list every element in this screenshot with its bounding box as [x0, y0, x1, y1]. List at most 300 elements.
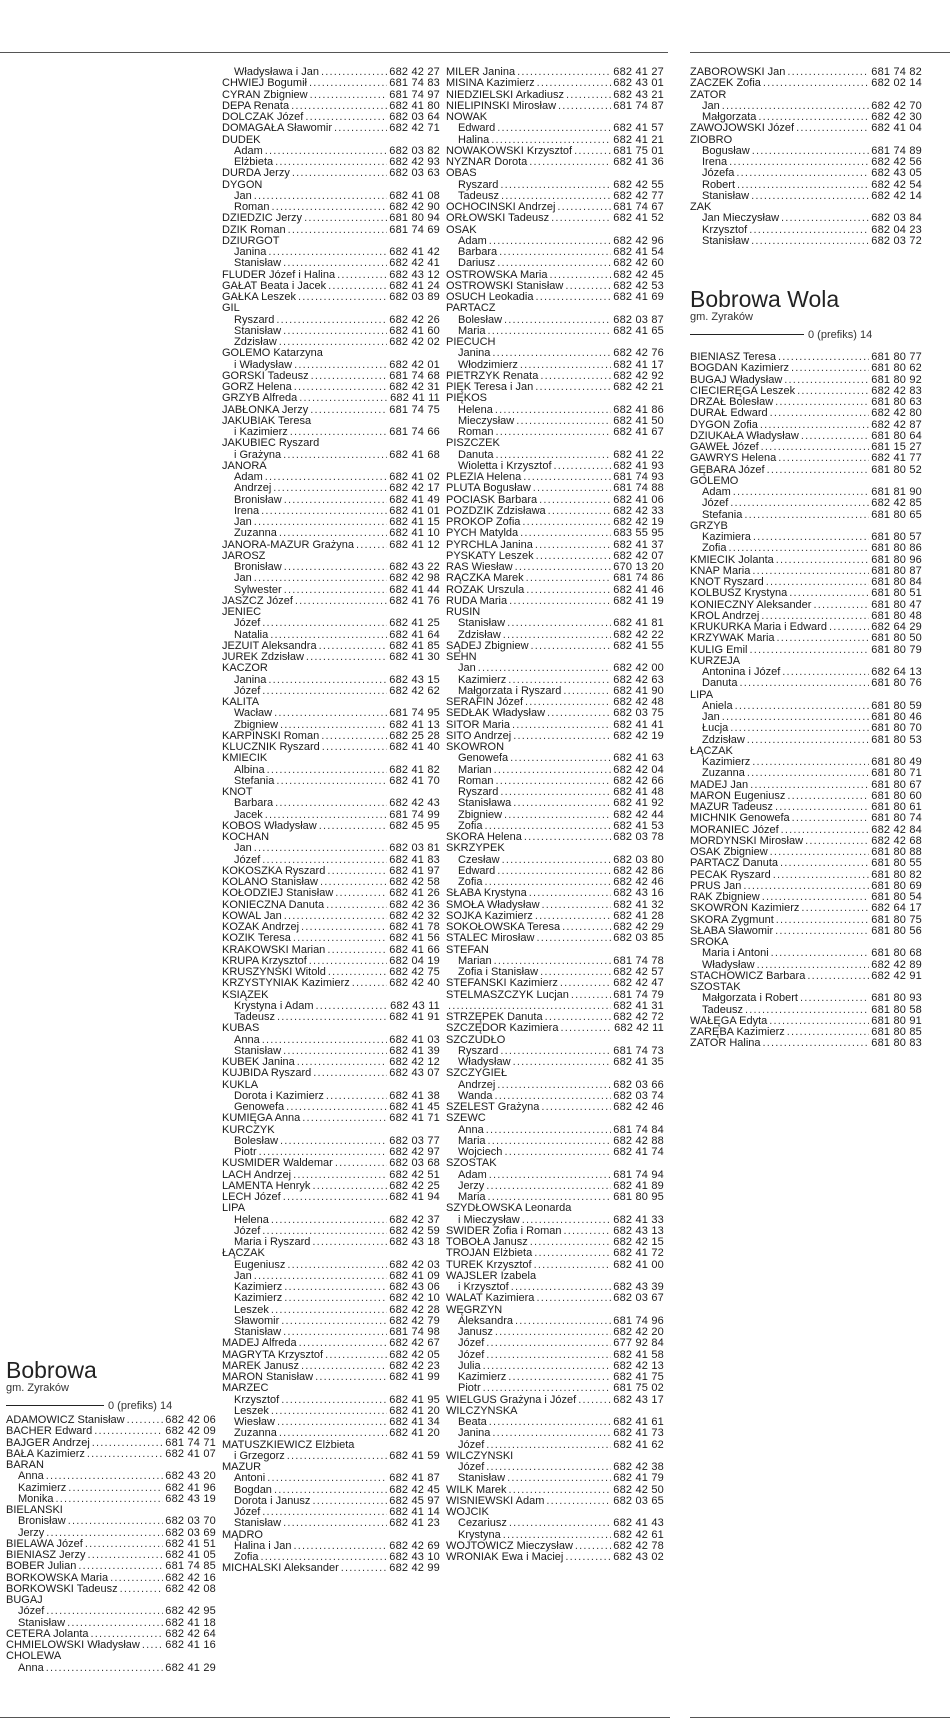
leader-dots	[574, 146, 611, 157]
entry-name: Zdzisław	[234, 337, 277, 348]
entry-name: Stanisław	[234, 325, 282, 337]
directory-heading	[446, 393, 664, 404]
column-4-top	[690, 67, 922, 247]
directory-entry	[222, 1496, 440, 1507]
directory-entry	[690, 915, 922, 926]
directory-entry	[690, 498, 922, 509]
entry-name: Jerzy	[18, 1527, 45, 1539]
entry-name: GÓRSKI Tadeusz	[222, 370, 309, 382]
entry-name: Anna	[18, 1471, 44, 1483]
entry-name: MADEJ Alfreda	[222, 1338, 297, 1350]
directory-heading	[222, 1383, 440, 1394]
leader-dots	[529, 888, 612, 899]
leader-dots	[578, 1395, 611, 1406]
entry-phone: 681 74 97	[389, 89, 440, 101]
entry-name: MAREK Janusz	[222, 1360, 300, 1372]
section-prefix	[690, 328, 920, 341]
entry-phone: 682 42 14	[871, 190, 922, 202]
directory-entry	[690, 926, 922, 937]
leader-dots	[730, 498, 869, 509]
entry-phone: 682 03 80	[613, 854, 664, 866]
entry-name: PYRCHLA Janina	[446, 539, 533, 551]
entry-phone: 682 41 60	[389, 325, 440, 337]
entry-phone: 682 42 44	[613, 809, 664, 821]
entry-name: Tadeusz	[702, 1004, 743, 1016]
leader-dots	[502, 855, 612, 866]
directory-entry	[446, 236, 664, 247]
entry-phone: 682 41 38	[389, 1090, 440, 1102]
entry-name: LECH Józef	[222, 1192, 281, 1203]
directory-entry	[6, 1415, 216, 1426]
leader-dots	[120, 1584, 164, 1595]
leader-dots	[448, 1001, 611, 1012]
leader-dots	[546, 1496, 611, 1507]
directory-entry	[222, 1237, 440, 1248]
directory-entry	[446, 1338, 664, 1349]
entry-name: GOLEMO	[690, 475, 739, 487]
directory-entry	[446, 427, 664, 438]
entry-phone: 682 41 92	[613, 798, 664, 810]
directory-entry	[690, 112, 922, 123]
leader-dots	[536, 551, 612, 562]
directory-entry	[6, 1663, 216, 1674]
entry-name: Ryszard	[234, 314, 275, 326]
entry-phone: 682 03 81	[389, 843, 440, 855]
entry-name: KNAP Maria	[690, 565, 751, 577]
entry-name: Janina	[234, 674, 267, 686]
entry-phone: 681 80 48	[871, 610, 922, 622]
entry-name: Jan	[234, 1270, 252, 1282]
entry-name: MICHALSKI Aleksander	[222, 1563, 339, 1575]
entry-name: Edward	[458, 123, 496, 135]
leader-dots	[526, 585, 611, 596]
entry-phone: 682 43 07	[389, 1068, 440, 1080]
entry-name: NIELIPIŃSKI Mirosław	[446, 100, 557, 112]
entry-phone: 681 80 82	[871, 869, 922, 881]
entry-phone: 682 41 83	[389, 854, 440, 866]
directory-entry	[446, 821, 664, 832]
leader-dots	[268, 247, 387, 258]
entry-name: DZIEDZIC Jerzy	[222, 213, 303, 225]
entry-phone: 681 80 93	[871, 993, 922, 1005]
leader-dots	[791, 363, 869, 374]
directory-entry	[690, 971, 922, 982]
leader-dots	[575, 1541, 611, 1552]
entry-phone: 682 41 03	[389, 1034, 440, 1046]
entry-name: KOBOS Władysław	[222, 820, 317, 832]
entry-phone: 682 45 95	[389, 820, 440, 832]
directory-entry	[446, 866, 664, 877]
entry-name: i Grażyna	[234, 449, 282, 461]
entry-phone: 681 74 69	[389, 224, 440, 236]
directory-entry	[446, 697, 664, 708]
entry-name: KRZYWAK Maria	[690, 633, 775, 645]
entry-name: WIŚNIEWSKI Adam	[446, 1495, 545, 1507]
leader-dots	[297, 1057, 387, 1068]
leader-dots	[55, 1494, 163, 1505]
bottom-rule-right	[690, 1717, 950, 1718]
entry-name: DZIUKAŁA Władysław	[690, 430, 799, 442]
leader-dots	[484, 821, 611, 832]
entry-name: MARZEC	[222, 1383, 269, 1395]
entry-phone: 682 42 09	[165, 1426, 216, 1438]
entry-phone: 681 80 75	[871, 914, 922, 926]
directory-entry	[446, 551, 664, 562]
entry-name: TROJAN Elżbieta	[446, 1248, 533, 1260]
entry-phone: 681 80 50	[871, 633, 922, 645]
entry-phone: 681 74 84	[613, 1124, 664, 1136]
entry-name: SZCZĘDOR Kazimiera	[446, 1023, 559, 1035]
section-bobrowa	[6, 1358, 216, 1412]
entry-name: Dorota i Janusz	[234, 1495, 311, 1507]
directory-entry	[446, 1248, 664, 1259]
entry-name: KACZOR	[222, 663, 268, 675]
leader-dots	[91, 1629, 164, 1640]
directory-entry	[690, 836, 922, 847]
entry-phone: 682 43 12	[389, 269, 440, 281]
entry-name: SKÓRA Helena	[446, 832, 522, 843]
entry-name: KOLBUSZ Krystyna	[690, 588, 788, 600]
entry-name: PIECUCH	[446, 337, 496, 348]
prefix-label: 0 (prefiks) 14	[108, 1399, 173, 1412]
entry-name: ADAMOWICZ Stanisław	[6, 1415, 125, 1426]
entry-phone: 682 03 66	[613, 1079, 664, 1091]
leader-dots	[276, 776, 387, 787]
directory-entry	[6, 1618, 216, 1629]
directory-entry	[6, 1438, 216, 1449]
leader-dots	[743, 881, 869, 892]
directory-entry	[690, 948, 922, 959]
entry-name: BOBER Julian	[6, 1561, 77, 1573]
entry-name: Stefania	[234, 775, 275, 787]
directory-entry	[690, 487, 922, 498]
entry-phone: 682 42 99	[389, 1563, 440, 1575]
leader-dots	[301, 922, 387, 933]
entry-phone: 682 42 47	[613, 978, 664, 990]
entry-name: Zuzanna	[234, 1428, 277, 1440]
entry-phone: 682 42 89	[871, 959, 922, 971]
entry-name: MAGRYTA Krzysztof	[222, 1349, 324, 1361]
entry-name: Ryszard	[458, 1045, 499, 1057]
directory-entry	[222, 213, 440, 224]
leader-dots	[560, 978, 611, 989]
directory-heading	[222, 1080, 440, 1091]
leader-dots	[749, 225, 869, 236]
entry-name: DZIURGOT	[222, 235, 280, 247]
entry-name: WÓJTOWICZ Mieczysław	[446, 1540, 573, 1552]
directory-entry	[446, 360, 664, 371]
directory-entry	[690, 723, 922, 734]
directory-entry	[446, 641, 664, 652]
entry-name: Zbigniew	[458, 809, 503, 821]
directory-entry	[446, 123, 664, 134]
entry-name: GRZYB Alfreda	[222, 393, 298, 405]
entry-phone: 682 41 10	[389, 528, 440, 540]
leader-dots	[284, 562, 388, 573]
entry-name: Andrzej	[234, 483, 272, 495]
directory-entry	[222, 596, 440, 607]
leader-dots	[757, 960, 870, 971]
entry-name: SROKA	[690, 937, 729, 948]
leader-dots	[530, 1237, 612, 1248]
entry-name: Tadeusz	[458, 190, 499, 202]
leader-dots	[320, 877, 387, 888]
entry-phone: 682 42 27	[389, 67, 440, 78]
leader-dots	[273, 483, 387, 494]
directory-entry	[222, 945, 440, 956]
entry-phone: 682 43 22	[389, 562, 440, 573]
entry-phone: 682 42 69	[389, 1540, 440, 1552]
directory-entry	[222, 202, 440, 213]
entry-name: WILCZYŃSKA	[446, 1405, 518, 1417]
entry-phone: 682 42 64	[165, 1628, 216, 1640]
entry-phone: 682 42 23	[389, 1360, 440, 1372]
directory-entry	[222, 1012, 440, 1023]
leader-dots	[483, 1361, 612, 1372]
entry-phone: 682 03 87	[613, 314, 664, 326]
leader-dots	[545, 1012, 612, 1023]
entry-name: OBAS	[446, 168, 477, 180]
directory-heading	[446, 1158, 664, 1169]
entry-name: Ryszard	[458, 179, 499, 191]
entry-phone: 682 42 53	[613, 280, 664, 292]
leader-dots	[767, 465, 870, 476]
entry-name: Mieczysław	[458, 415, 515, 427]
entry-name: Małgorzata i Ryszard	[458, 685, 562, 697]
entry-name: SKOWRON Kazimierz	[690, 903, 800, 915]
leader-dots	[733, 487, 870, 498]
entry-phone: 681 75 02	[613, 1383, 664, 1395]
directory-entry	[690, 386, 922, 397]
directory-entry	[222, 78, 440, 89]
entry-phone: 682 42 07	[613, 550, 664, 562]
directory-entry	[690, 813, 922, 824]
entry-name: KUMIĘGA Anna	[222, 1113, 301, 1125]
entry-phone: 682 42 40	[389, 978, 440, 990]
entry-phone: 682 41 46	[613, 584, 664, 596]
entry-phone: 682 41 91	[389, 1012, 440, 1023]
directory-entry	[446, 146, 664, 157]
leader-dots	[796, 123, 869, 134]
entry-phone: 682 41 11	[390, 393, 440, 405]
entry-phone: 682 03 65	[613, 1495, 664, 1507]
entry-name: Janusz	[458, 1327, 493, 1338]
entry-name: Maria i Ryszard	[234, 1237, 311, 1248]
leader-dots	[283, 326, 387, 337]
leader-dots	[541, 1102, 611, 1113]
entry-name: DRZAŁ Bolesław	[690, 397, 774, 408]
entry-name: Edward	[458, 865, 496, 877]
entry-name: ZARĘBA Kazimierz	[690, 1027, 785, 1038]
leader-dots	[736, 168, 869, 179]
entry-phone: 682 41 12	[389, 539, 440, 551]
directory-entry	[222, 1406, 440, 1417]
entry-phone: 682 41 35	[613, 1057, 664, 1068]
entry-name: KRZYSTYNIAK Kazimierz	[222, 978, 350, 990]
entry-phone: 682 42 62	[389, 685, 440, 697]
directory-entry	[222, 1395, 440, 1406]
leader-dots	[286, 1102, 387, 1113]
leader-dots	[782, 667, 869, 678]
leader-dots	[777, 633, 870, 644]
entry-name: Tadeusz	[234, 1012, 275, 1023]
leader-dots	[280, 720, 387, 731]
entry-name: BIELAWA Józef	[6, 1538, 83, 1550]
entry-name: SEHN	[446, 652, 477, 663]
entry-phone: 682 42 45	[613, 269, 664, 281]
directory-heading	[446, 1271, 664, 1282]
leader-dots	[321, 731, 387, 742]
entry-phone: 681 74 75	[389, 404, 440, 416]
directory-heading	[690, 982, 922, 993]
directory-entry	[222, 765, 440, 776]
entry-name: Stanisława	[458, 798, 512, 810]
directory-entry	[690, 712, 922, 723]
entry-name: Sławomir	[234, 1315, 280, 1327]
entry-phone: 682 42 31	[389, 382, 440, 393]
entry-name: Jan	[234, 517, 252, 528]
directory-heading	[222, 787, 440, 798]
entry-name: Wioletta i Krzysztof	[458, 460, 552, 472]
leader-dots	[326, 1091, 387, 1102]
directory-entry	[446, 258, 664, 269]
directory-heading	[446, 607, 664, 618]
leader-dots	[267, 765, 388, 776]
directory-entry	[222, 1485, 440, 1496]
leader-dots	[265, 472, 388, 483]
entry-name: BACHER Edward	[6, 1426, 93, 1438]
directory-entry	[222, 798, 440, 809]
entry-name: KURCZYK	[222, 1124, 275, 1136]
directory-entry	[690, 555, 922, 566]
directory-entry	[446, 157, 664, 168]
entry-phone: 682 41 73	[613, 1428, 664, 1440]
leader-dots	[299, 1338, 388, 1349]
leader-dots	[287, 1260, 387, 1271]
leader-dots	[271, 202, 387, 213]
leader-dots	[769, 1016, 869, 1027]
directory-entry	[446, 686, 664, 697]
entry-name: Bronisław	[18, 1516, 66, 1528]
directory-entry	[446, 213, 664, 224]
directory-entry	[6, 1471, 216, 1482]
leader-dots	[730, 723, 869, 734]
directory-entry	[222, 292, 440, 303]
directory-entry	[446, 1440, 664, 1451]
entry-phone: 682 43 16	[613, 888, 664, 900]
directory-heading	[690, 656, 922, 667]
directory-entry	[446, 900, 664, 911]
column-1	[6, 1415, 216, 1674]
leader-dots	[758, 112, 869, 123]
directory-heading	[446, 652, 664, 663]
leader-dots	[277, 1417, 387, 1428]
directory-entry	[446, 720, 664, 731]
directory-entry	[690, 993, 922, 1004]
directory-heading	[446, 1068, 664, 1079]
entry-name: SĄDEJ Zbigniew	[446, 640, 529, 652]
entry-name: Bolesław	[458, 314, 503, 326]
entry-name: Stanisław	[234, 1518, 282, 1530]
entry-phone: 682 03 74	[613, 1090, 664, 1102]
directory-entry	[690, 577, 922, 588]
entry-phone: 682 41 75	[613, 1372, 664, 1383]
entry-name: OSAK Zbigniew	[690, 847, 768, 858]
entry-phone: 682 41 23	[389, 1518, 440, 1530]
directory-entry	[446, 1530, 664, 1541]
leader-dots	[284, 495, 388, 506]
directory-heading	[6, 1595, 216, 1606]
leader-dots	[87, 1550, 163, 1561]
directory-heading	[6, 1505, 216, 1516]
directory-heading	[222, 135, 440, 146]
leader-dots	[781, 825, 870, 836]
directory-entry	[446, 888, 664, 899]
directory-entry	[446, 180, 664, 191]
leader-dots	[535, 540, 611, 551]
leader-dots	[94, 1426, 163, 1437]
directory-entry	[690, 678, 922, 689]
entry-name: Andrzej	[458, 1079, 496, 1091]
leader-dots	[271, 1406, 387, 1417]
entry-name: Jan	[702, 712, 720, 723]
directory-entry	[222, 247, 440, 258]
directory-entry	[446, 326, 664, 337]
entry-name: PARTACZ Danuta	[690, 858, 779, 870]
entry-phone: 682 42 46	[613, 1102, 664, 1113]
leader-dots	[557, 202, 611, 213]
entry-name: BOGDAN Kazimierz	[690, 363, 790, 375]
entry-name: ORŁOWSKI Tadeusz	[446, 213, 550, 225]
leader-dots	[773, 870, 870, 881]
entry-phone: 682 42 58	[389, 877, 440, 888]
leader-dots	[495, 405, 611, 416]
leader-dots	[352, 978, 388, 989]
directory-entry	[446, 1462, 664, 1473]
directory-entry	[446, 405, 664, 416]
entry-phone: 682 64 29	[871, 622, 922, 633]
leader-dots	[522, 1215, 612, 1226]
entry-phone: 681 80 56	[871, 925, 922, 937]
entry-name: Łucja	[702, 723, 729, 735]
directory-heading	[222, 1248, 440, 1259]
entry-phone: 681 74 68	[389, 370, 440, 382]
leader-dots	[763, 1038, 870, 1049]
directory-entry	[446, 517, 664, 528]
entry-name: Józefa	[702, 168, 735, 180]
entry-name: Dariusz	[458, 258, 496, 270]
directory-entry	[6, 1483, 216, 1494]
prefix-label: 0 (prefiks) 14	[808, 328, 873, 341]
entry-name: Wanda	[458, 1090, 493, 1102]
entry-name: Józef	[234, 618, 261, 630]
leader-dots	[497, 1080, 611, 1091]
entry-name: Zofia	[702, 543, 727, 555]
directory-entry	[446, 472, 664, 483]
entry-phone: 682 41 28	[613, 910, 664, 922]
directory-entry	[222, 1136, 440, 1147]
entry-name: Anna	[18, 1662, 44, 1674]
leader-dots	[534, 1248, 611, 1259]
entry-phone: 681 80 68	[871, 948, 922, 960]
entry-phone: 681 74 88	[613, 483, 664, 495]
leader-dots	[504, 810, 611, 821]
entry-phone: 682 41 15	[389, 517, 440, 528]
entry-name: SMOŁA Władysław	[446, 899, 540, 911]
entry-phone: 682 41 86	[613, 404, 664, 416]
leader-dots	[283, 1046, 387, 1057]
directory-heading	[446, 438, 664, 449]
